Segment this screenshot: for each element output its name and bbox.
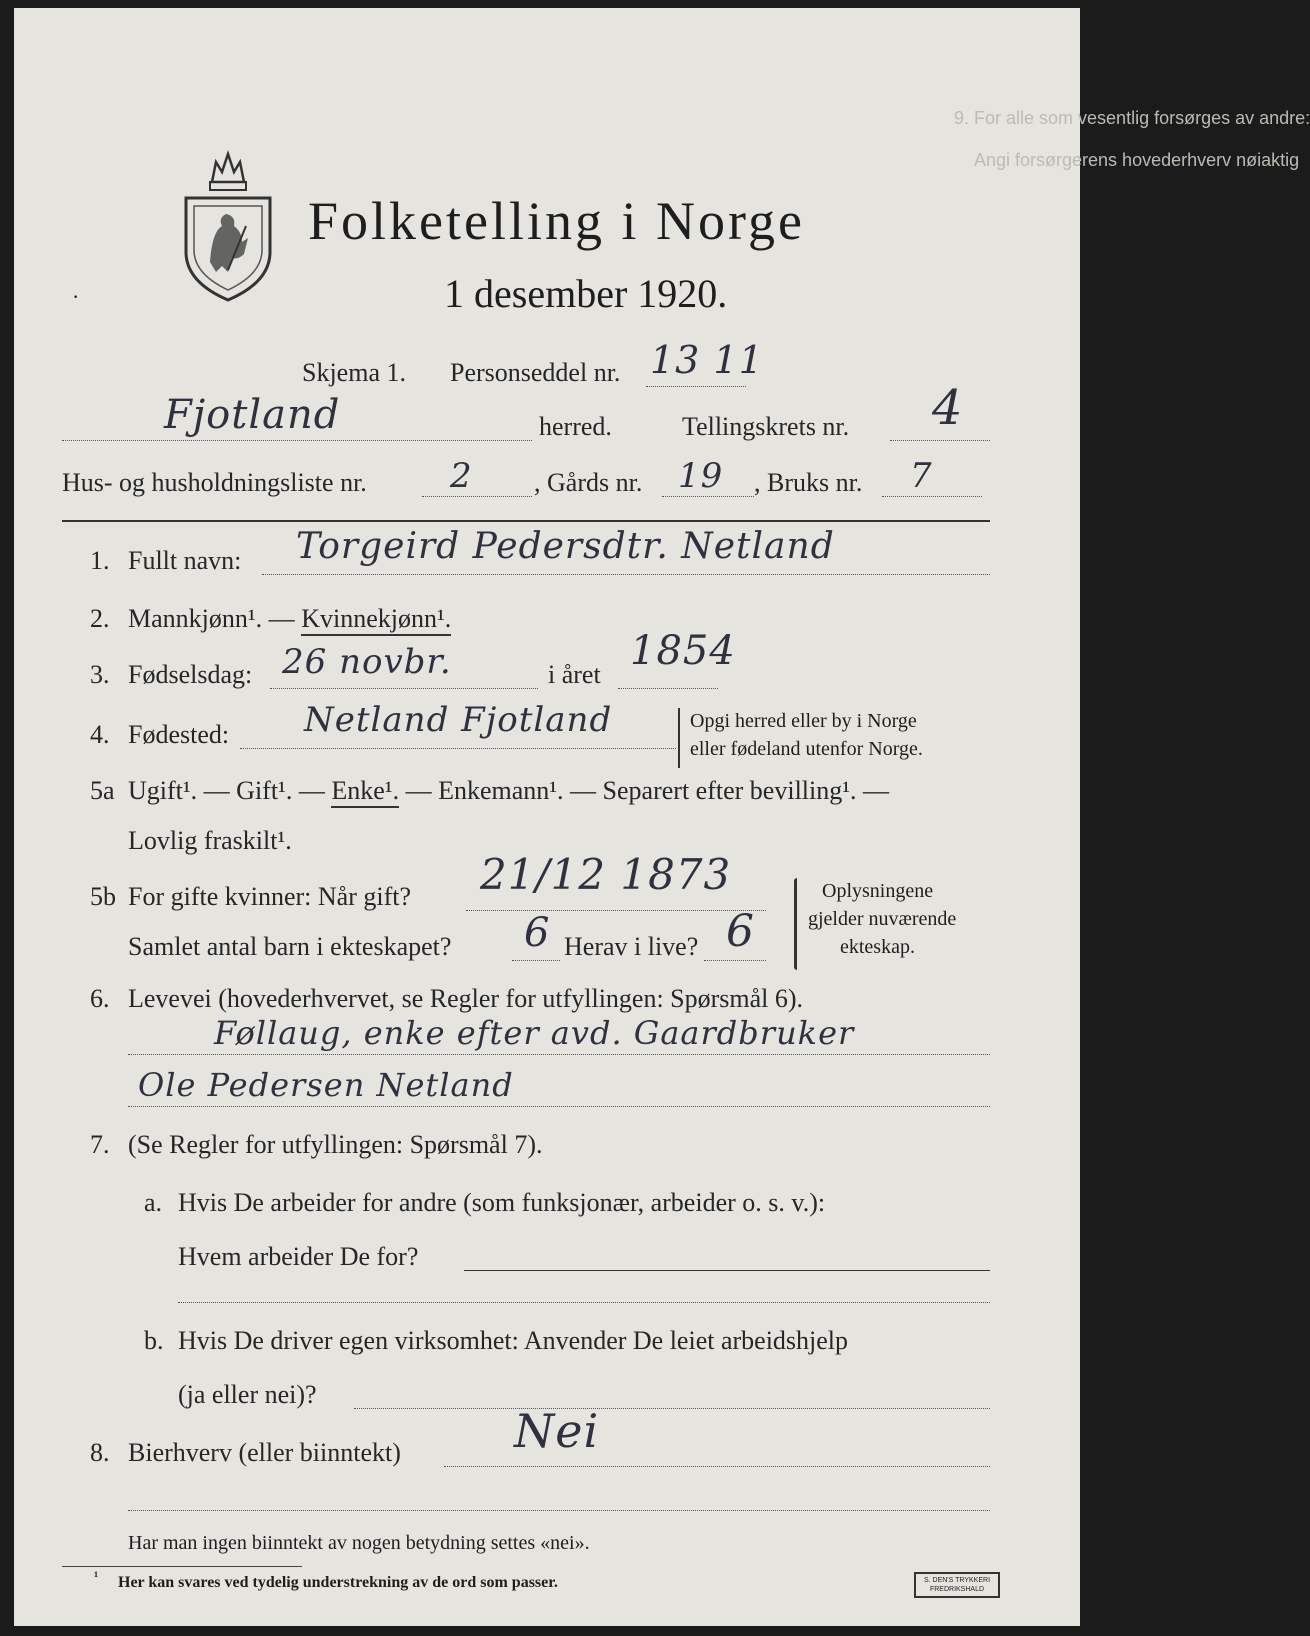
- q7a-line-2: [178, 1302, 990, 1303]
- printer-stamp-line-2: FREDRIKSHALD: [929, 1586, 985, 1593]
- form-date: 1 desember 1920.: [444, 271, 728, 316]
- q6-label: Levevei (hovederhvervet, se Regler for utfyllingen: Spørsmål 6).: [128, 984, 804, 1013]
- footnote-text: Her kan svares ved tydelig understrekning av de ord som passer.: [118, 1574, 558, 1591]
- q2-text: [128, 604, 451, 634]
- bruks-value: 7: [910, 456, 933, 496]
- q3-number: 3.: [90, 660, 110, 689]
- footer-note: Har man ingen biinntekt av nogen betydning settes «nei».: [128, 1532, 590, 1554]
- q5b-note-2: gjelder nuværende: [808, 908, 957, 930]
- q6-number: 6.: [90, 984, 110, 1013]
- q7b-number: b.: [144, 1326, 164, 1355]
- q7b-text: Hvis De driver egen virksomhet: Anvender De leiet arbeidshjelp: [178, 1326, 849, 1355]
- q5a-option-enke-underlined: Enke¹.: [331, 776, 399, 808]
- gards-value: 19: [678, 456, 724, 496]
- q4-note-1: Opgi herred eller by i Norge: [690, 710, 917, 732]
- q7-label: (Se Regler for utfyllingen: Spørsmål 7).: [128, 1130, 543, 1159]
- herred-label: herred.: [539, 412, 612, 441]
- gards-label: , Gårds nr.: [534, 468, 643, 497]
- printer-stamp-line-1: S. DEN'S TRYKKERI: [923, 1577, 991, 1584]
- q5b-alive-value: 6: [726, 906, 755, 957]
- q3-value: 26 novbr.: [282, 642, 452, 682]
- bruks-label: , Bruks nr.: [754, 468, 863, 497]
- q1-number: 1.: [90, 546, 110, 575]
- q2-number: 2.: [90, 604, 110, 633]
- q5b-brace: [794, 878, 797, 970]
- tellingskrets-label: Tellingskrets nr.: [682, 412, 850, 441]
- gards-line: [662, 496, 754, 497]
- margin-dot: ·: [72, 284, 80, 309]
- q5b-line: [466, 910, 766, 911]
- bruks-line: [882, 496, 982, 497]
- q5b-value: 21/12 1873: [480, 850, 732, 899]
- q1-value: Torgeird Pedersdtr. Netland: [296, 526, 835, 567]
- norwegian-coat-of-arms-icon: [182, 142, 274, 302]
- herred-line: [62, 440, 532, 441]
- footnote-rule: [62, 1566, 302, 1567]
- q8-line: [444, 1466, 990, 1467]
- q2-option-male: Mannkjønn¹. —: [128, 604, 302, 633]
- q7-number: 7.: [90, 1130, 110, 1159]
- q5a-number: 5a: [90, 776, 115, 805]
- q7a-number: a.: [144, 1188, 163, 1217]
- footnote-mark: ¹: [94, 1570, 99, 1585]
- q1-line: [262, 574, 990, 575]
- q5a-options-1: Ugift¹. — Gift¹. —: [128, 776, 332, 805]
- q8-value: Nei: [514, 1404, 600, 1458]
- q5b-label: For gifte kvinner: Når gift?: [128, 882, 412, 911]
- skjema-label: Skjema 1.: [302, 358, 406, 387]
- q5b-note-3: ekteskap.: [840, 936, 915, 958]
- q3-line: [270, 688, 538, 689]
- form-title: Folketelling i Norge: [308, 191, 805, 251]
- q4-number: 4.: [90, 720, 110, 749]
- q1-label: Fullt navn:: [128, 546, 242, 575]
- q5b-alive-label: Herav i live?: [564, 932, 699, 961]
- q8-number: 8.: [90, 1438, 110, 1467]
- q4-brace: [678, 708, 680, 768]
- census-form-page: [14, 8, 1310, 1626]
- q3-label: Fødselsdag:: [128, 660, 253, 689]
- q5b-note-1: Oplysningene: [822, 880, 934, 902]
- q5b-children-value: 6: [524, 910, 551, 956]
- husholdningsliste-line: [422, 496, 532, 497]
- husholdningsliste-label: Hus- og husholdningsliste nr.: [62, 468, 367, 497]
- herred-value: Fjotland: [164, 392, 341, 438]
- husholdningsliste-value: 2: [450, 456, 473, 496]
- bleed-through-text-2: Angi forsørgerens hovederhverv nøiaktig: [974, 150, 1300, 170]
- q5b-number: 5b: [90, 882, 116, 911]
- tellingskrets-value: 4: [932, 380, 964, 436]
- q3-year-line: [618, 688, 718, 689]
- q7a-label: Hvem arbeider De for?: [178, 1242, 419, 1271]
- q5b-children-label: Samlet antal barn i ekteskapet?: [128, 932, 452, 961]
- q5a-text: [128, 776, 889, 806]
- personseddel-value: 13 11: [650, 338, 764, 382]
- q6-value-1: Føllaug, enke efter avd. Gaardbruker: [214, 1014, 855, 1052]
- q6-line-1: [128, 1054, 990, 1055]
- q8-line-2: [128, 1510, 990, 1511]
- q3-year-value: 1854: [630, 628, 736, 674]
- q7b-label: (ja eller nei)?: [178, 1380, 317, 1409]
- q5a-options-2: — Enkemann¹. — Separert efter bevilling¹. —: [399, 776, 890, 805]
- q7a-line: [464, 1270, 990, 1271]
- printer-stamp: [914, 1572, 1000, 1598]
- personseddel-label: Personseddel nr.: [450, 358, 621, 387]
- q5a-options-3: Lovlig fraskilt¹.: [128, 826, 292, 855]
- tellingskrets-line: [890, 440, 990, 441]
- q5b-children-line: [512, 960, 560, 961]
- bleed-through-text-1: 9. For alle som vesentlig forsørges av andre:: [954, 108, 1310, 128]
- q2-option-female-underlined: Kvinnekjønn¹.: [301, 604, 451, 636]
- q7b-line: [354, 1408, 990, 1409]
- q4-value: Netland Fjotland: [304, 700, 613, 740]
- q5b-alive-line: [704, 960, 766, 961]
- header-divider: [62, 520, 990, 522]
- personseddel-line: [646, 386, 746, 387]
- q7a-text: Hvis De arbeider for andre (som funksjonær, arbeider o. s. v.):: [178, 1188, 826, 1217]
- q6-line-2: [128, 1106, 990, 1107]
- q6-value-2: Ole Pedersen Netland: [138, 1066, 514, 1104]
- q8-label: Bierhverv (eller biinntekt): [128, 1438, 401, 1467]
- q4-label: Fødested:: [128, 720, 230, 749]
- q4-note-2: eller fødeland utenfor Norge.: [690, 738, 923, 760]
- q3-year-label: i året: [548, 660, 601, 689]
- q4-line: [240, 748, 676, 749]
